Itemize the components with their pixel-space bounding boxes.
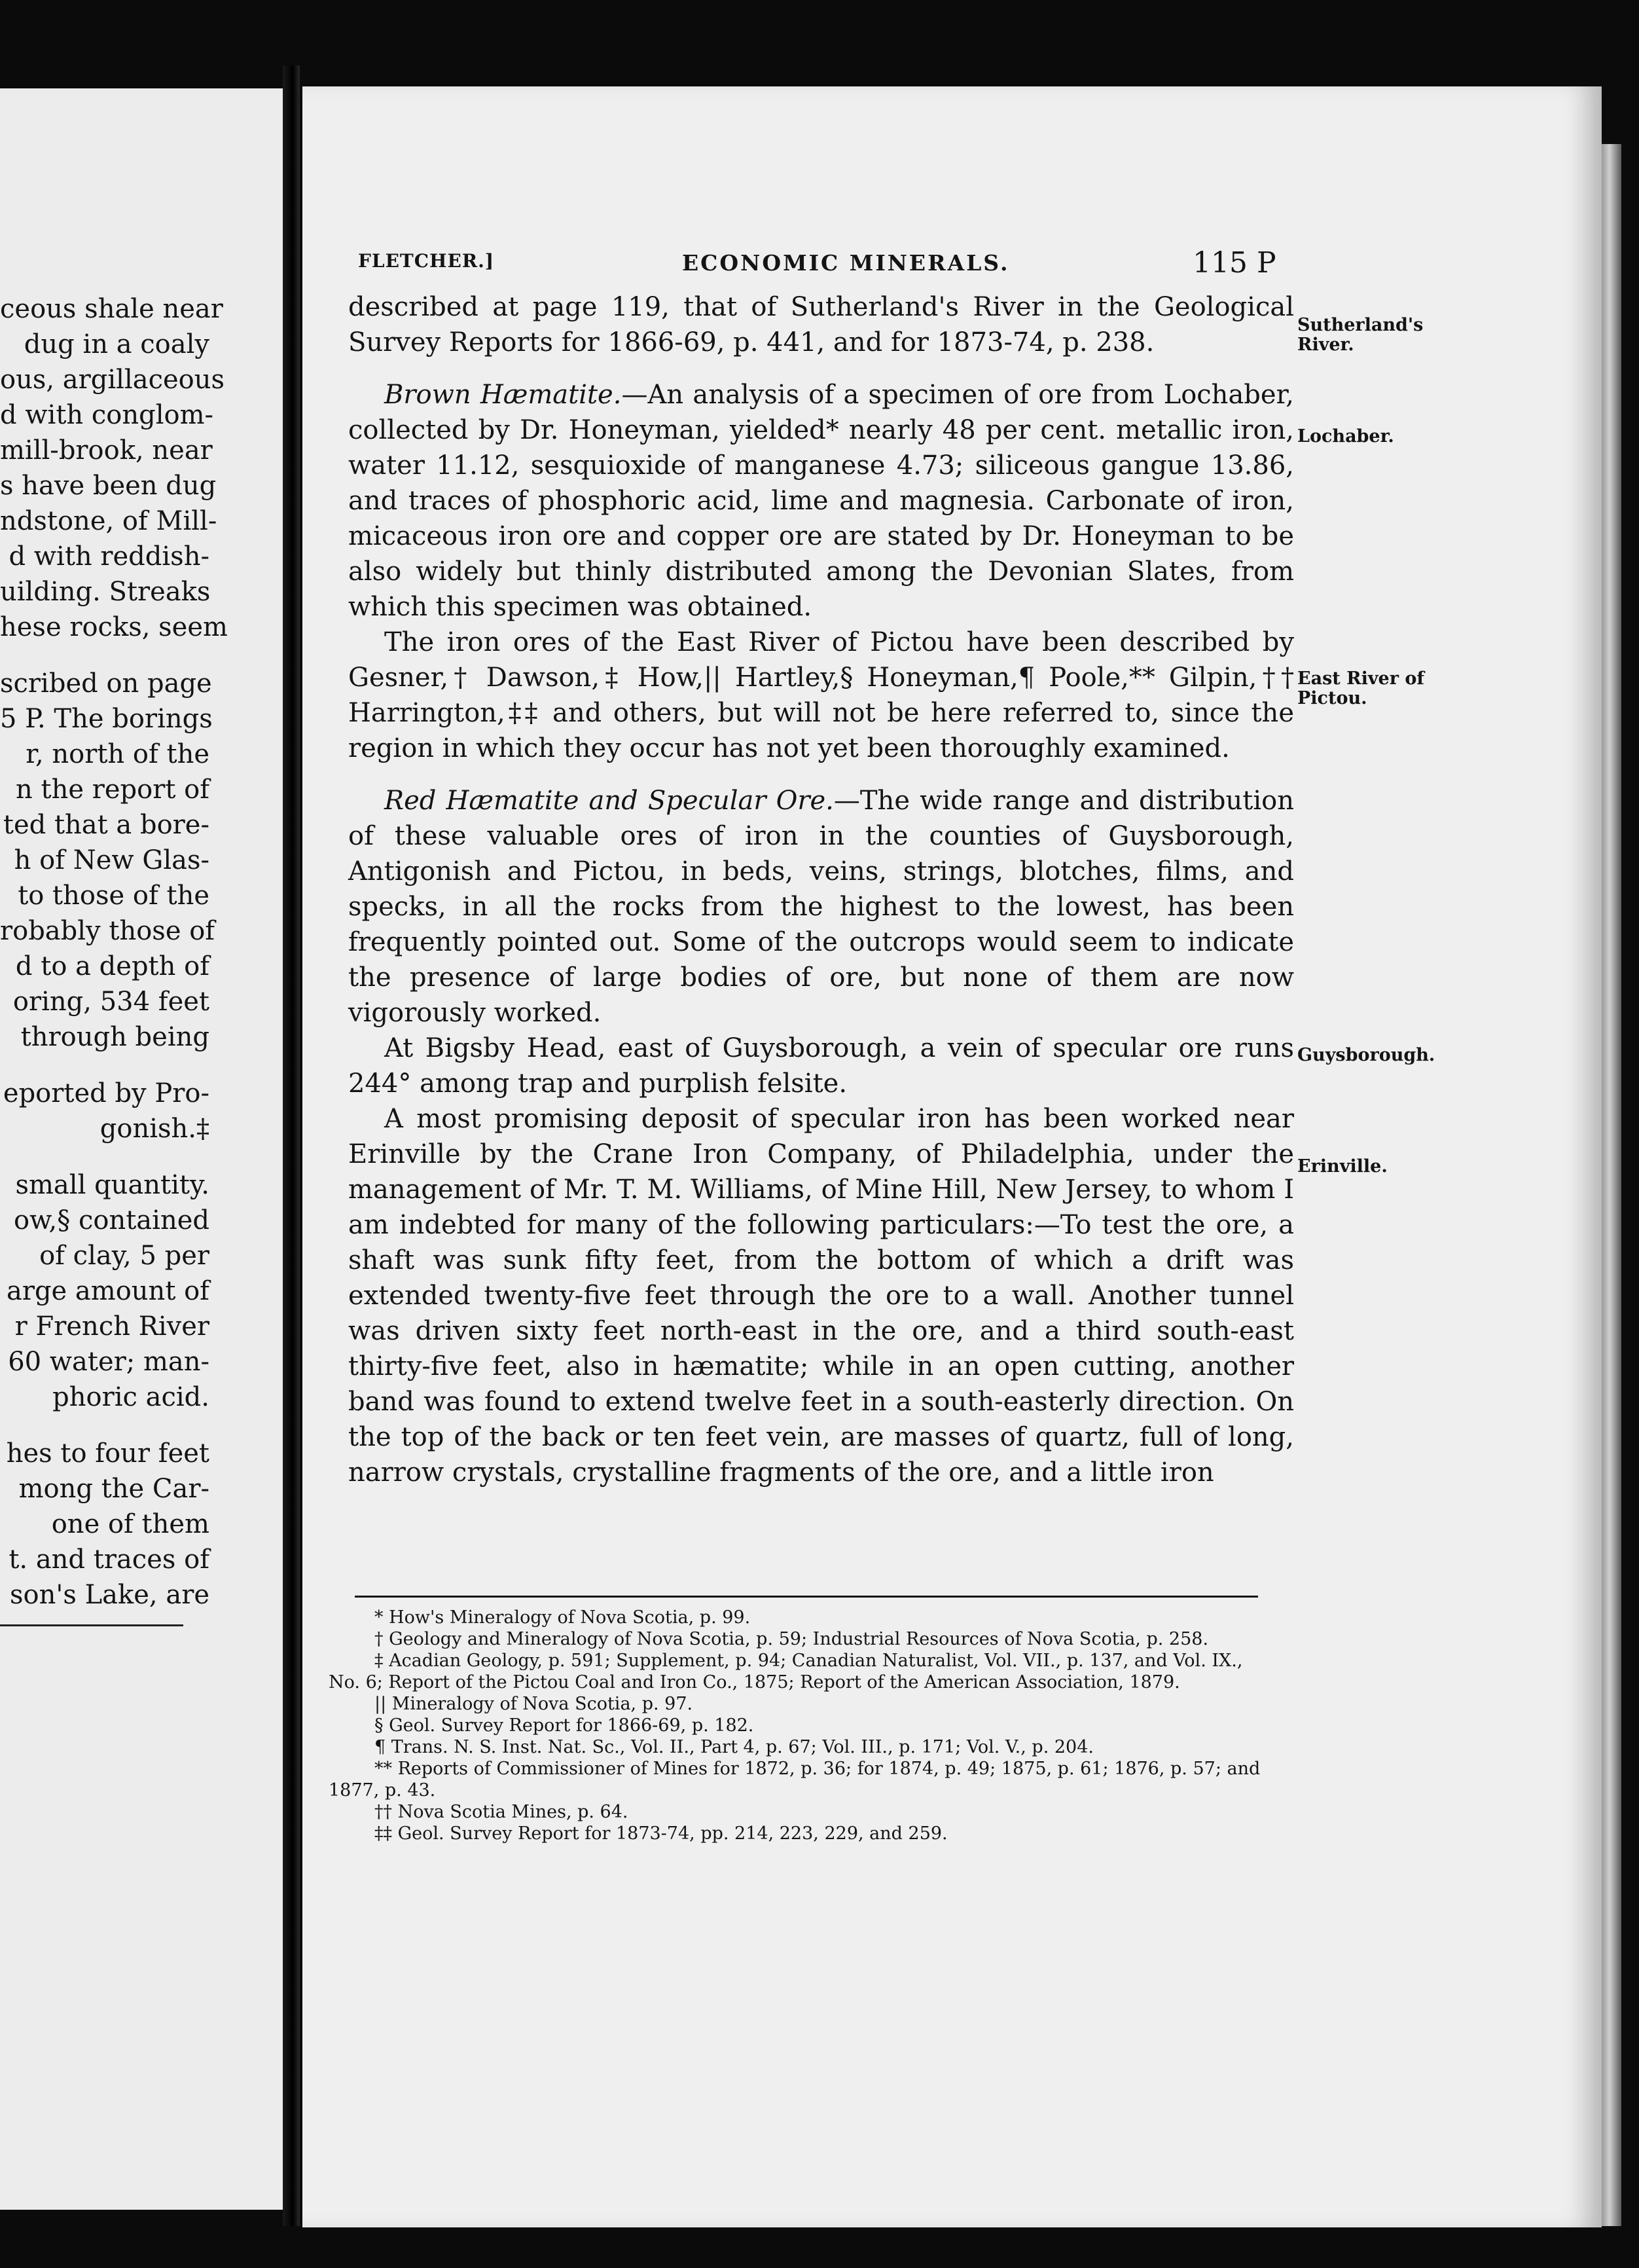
left-page-line: 5 P. The borings <box>0 704 213 734</box>
left-page-line: 60 water; man- <box>8 1347 209 1377</box>
book-gutter <box>283 65 300 2226</box>
left-page-line: hese rocks, seem <box>0 612 228 642</box>
left-page-line: d with conglom- <box>0 400 214 430</box>
footnote-3: ‡ Acadian Geology, p. 591; Supplement, p. 94; Canadian Naturalist, Vol. VII., p. 137, and Vol. IX., No. 6; Report of the Pictou Coal and Iron Co., 1875; Report of the American Association, 1879. <box>329 1651 1243 1692</box>
left-page-line: t. and traces of <box>9 1545 209 1575</box>
page-edge <box>1602 144 1621 2226</box>
footnotes <box>329 1607 1265 1844</box>
left-page-line: h of New Glas- <box>14 845 209 875</box>
left-page-line: oring, 534 feet <box>12 987 209 1017</box>
left-page-line: hes to four feet <box>6 1438 209 1469</box>
paragraph-red-haematite <box>348 783 1294 1031</box>
left-page-line: mong the Car- <box>18 1474 209 1504</box>
left-page-line: r, north of the <box>26 739 209 769</box>
footnote-5: § Geol. Survey Report for 1866-69, p. 182. <box>374 1715 754 1736</box>
right-page <box>302 86 1602 2227</box>
left-page-line: ceous shale near <box>0 294 223 324</box>
left-page-line: ow,§ contained <box>13 1205 209 1235</box>
left-page-line: dug in a coaly <box>24 329 209 359</box>
footnote-7: ** Reports of Commissioner of Mines for 1872, p. 36; for 1874, p. 49; 1875, p. 61; 1876, p. 57; and 1877, p. 43. <box>329 1759 1261 1801</box>
footnote-4: || Mineralogy of Nova Scotia, p. 97. <box>374 1694 693 1714</box>
left-page-line: one of them <box>51 1509 209 1539</box>
left-page-line: arge amount of <box>6 1276 209 1306</box>
left-page-line: ted that a bore- <box>3 810 209 840</box>
margin-note-sutherland: Sutherland's River. <box>1297 315 1424 355</box>
caption-brown-haematite: Brown Hæmatite. <box>384 380 622 410</box>
left-page-line: mill-brook, near <box>0 435 213 466</box>
left-page-line: d with reddish- <box>9 541 209 572</box>
left-page-line: n the report of <box>16 775 209 805</box>
left-page-line: gonish.‡ <box>99 1114 209 1144</box>
page-number: 115 P <box>1193 246 1276 280</box>
margin-note-east-river: East River of Pictou. <box>1297 668 1424 708</box>
text-red-haematite: —The wide range and distribution of these valuable ores of iron in the counties of Guysborough, Antigonish and Pictou, in beds, veins, strings, blotches, films, and specks, in all the rocks from the highest to the lowest, has been frequently pointed out. Some of the outcrops would seem to indicate the presence of large bodies of ore, but none of them are now vigorously worked. <box>348 786 1294 1028</box>
left-page-line: s have been dug <box>0 471 217 501</box>
header-author: FLETCHER.] <box>358 250 495 272</box>
left-page-line: phoric acid. <box>52 1382 209 1412</box>
footnote-1: * How's Mineralogy of Nova Scotia, p. 99. <box>374 1607 751 1628</box>
left-page-line: uilding. Streaks <box>0 577 211 607</box>
paragraph-bigsby-head: At Bigsby Head, east of Guysborough, a vein of specular ore runs 244° among trap and purplish felsite. <box>348 1033 1294 1099</box>
left-page-line: through being <box>20 1022 209 1052</box>
footnote-9: ‡‡ Geol. Survey Report for 1873-74, pp. 214, 223, 229, and 259. <box>374 1823 948 1844</box>
margin-note-lochaber: Lochaber. <box>1297 426 1394 447</box>
left-page-line: eported by Pro- <box>3 1078 209 1108</box>
paragraph-brown-haematite <box>348 377 1294 625</box>
caption-red-haematite: Red Hæmatite and Specular Ore. <box>384 786 834 816</box>
footnote-rule <box>355 1596 1258 1598</box>
left-page-line: of clay, 5 per <box>39 1241 209 1271</box>
margin-note-guysborough: Guysborough. <box>1297 1045 1435 1065</box>
margin-note-erinville: Erinville. <box>1297 1156 1388 1177</box>
paragraph-east-river: The iron ores of the East River of Pictou have been described by Gesner,† Dawson,‡ How,|| Hartley,§ Honeyman,¶ Poole,** Gilpin,†† Harrington,‡‡ and others, but will not be here referred to, since the region in which they occur has not yet been thoroughly examined. <box>348 627 1294 763</box>
body-text <box>348 289 1294 1507</box>
header-title: ECONOMIC MINERALS. <box>682 250 1010 276</box>
footnote-8: †† Nova Scotia Mines, p. 64. <box>374 1802 628 1822</box>
left-page-line: r French River <box>14 1311 209 1342</box>
left-page-line: ndstone, of Mill- <box>0 506 217 536</box>
running-header <box>302 246 1602 289</box>
paragraph-1: described at page 119, that of Sutherland's River in the Geological Survey Reports for 1866-69, p. 441, and for 1873-74, p. 238. <box>348 292 1294 357</box>
left-page-line: small quantity. <box>15 1170 209 1200</box>
left-page-footnote-rule <box>0 1624 183 1626</box>
left-page-line: to those of the <box>18 881 209 911</box>
text-brown-haematite: —An analysis of a specimen of ore from Lochaber, collected by Dr. Honeyman, yielded* nearly 48 per cent. metallic iron, water 11.12, sesquioxide of manganese 4.73; siliceous gangue 13.86, and traces of phosphoric acid, lime and magnesia. Carbonate of iron, micaceous iron ore and copper ore are stated by Dr. Honeyman to be also widely but thinly distributed among the Devonian Slates, from which this specimen was obtained. <box>348 380 1295 622</box>
left-page-line: scribed on page <box>0 668 212 699</box>
left-page-line: ous, argillaceous <box>0 365 225 395</box>
left-page-line: d to a depth of <box>15 951 209 981</box>
footnote-2: † Geology and Mineralogy of Nova Scotia, p. 59; Industrial Resources of Nova Scotia, p. 258. <box>374 1629 1209 1649</box>
left-page <box>0 88 283 2210</box>
footnote-6: ¶ Trans. N. S. Inst. Nat. Sc., Vol. II., Part 4, p. 67; Vol. III., p. 171; Vol. V., p. 204. <box>374 1737 1094 1757</box>
left-page-line: robably those of <box>0 916 215 946</box>
left-page-line: son's Lake, are <box>10 1580 209 1610</box>
paragraph-erinville: A most promising deposit of specular iron has been worked near Erinville by the Crane Iron Company, of Philadelphia, under the management of Mr. T. M. Williams, of Mine Hill, New Jersey, to whom I am indebted for many of the following particulars:—To test the ore, a shaft was sunk fifty feet, from the bottom of which a drift was extended twenty-five feet through the ore to a wall. Another tunnel was driven sixty feet north-east in the ore, and a third south-east thirty-five feet, also in hæmatite; while in an open cutting, another band was found to extend twelve feet in a south-easterly direction. On the top of the back or ten feet vein, are masses of quartz, full of long, narrow crystals, crystalline fragments of the ore, and a little iron <box>348 1104 1294 1488</box>
